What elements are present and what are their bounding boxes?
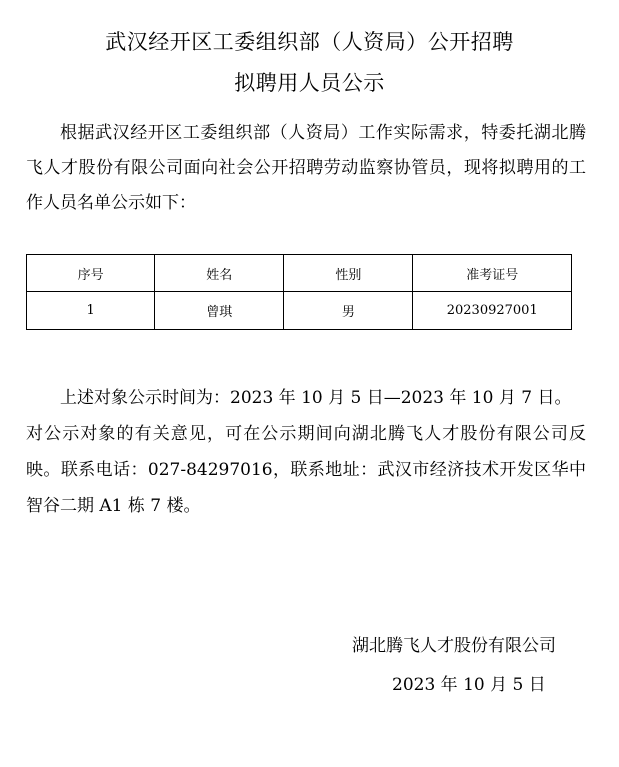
- document-title-line-2: 拟聘用人员公示: [234, 71, 385, 95]
- notice-section: [26, 380, 586, 524]
- signature-date: 2023 年 10 月 5 日: [392, 675, 546, 695]
- cell-exam-id: 20230927001: [413, 292, 572, 330]
- notice-contact: 对公示对象的有关意见，可在公示期间向湖北腾飞人才股份有限公司反映。联系电话：027-84297016，联系地址：武汉市经济技术开发区华中智谷二期 A1 栋 7 楼。: [26, 424, 586, 516]
- document-title-line-1: 武汉经开区工委组织部（人资局）公开招聘: [105, 30, 514, 54]
- cell-index: 1: [27, 292, 155, 330]
- table-header-row: [27, 255, 572, 292]
- header-gender: 性别: [284, 255, 413, 292]
- header-name: 姓名: [155, 255, 284, 292]
- intro-paragraph: 根据武汉经开区工委组织部（人资局）工作实际需求，特委托湖北腾飞人才股份有限公司面向社会公开招聘劳动监察协管员，现将拟聘用的工作人员名单公示如下：: [26, 123, 586, 213]
- cell-gender: 男: [284, 292, 413, 330]
- notice-period: 上述对象公示时间为：2023 年 10 月 5 日—2023 年 10 月 7 日。: [60, 388, 572, 408]
- header-exam-id: 准考证号: [413, 255, 572, 292]
- cell-name: 曾琪: [155, 292, 284, 330]
- header-index: 序号: [27, 255, 155, 292]
- signer-organization: 湖北腾飞人才股份有限公司: [352, 636, 556, 656]
- table-row: [27, 292, 572, 330]
- candidate-table: [26, 254, 572, 330]
